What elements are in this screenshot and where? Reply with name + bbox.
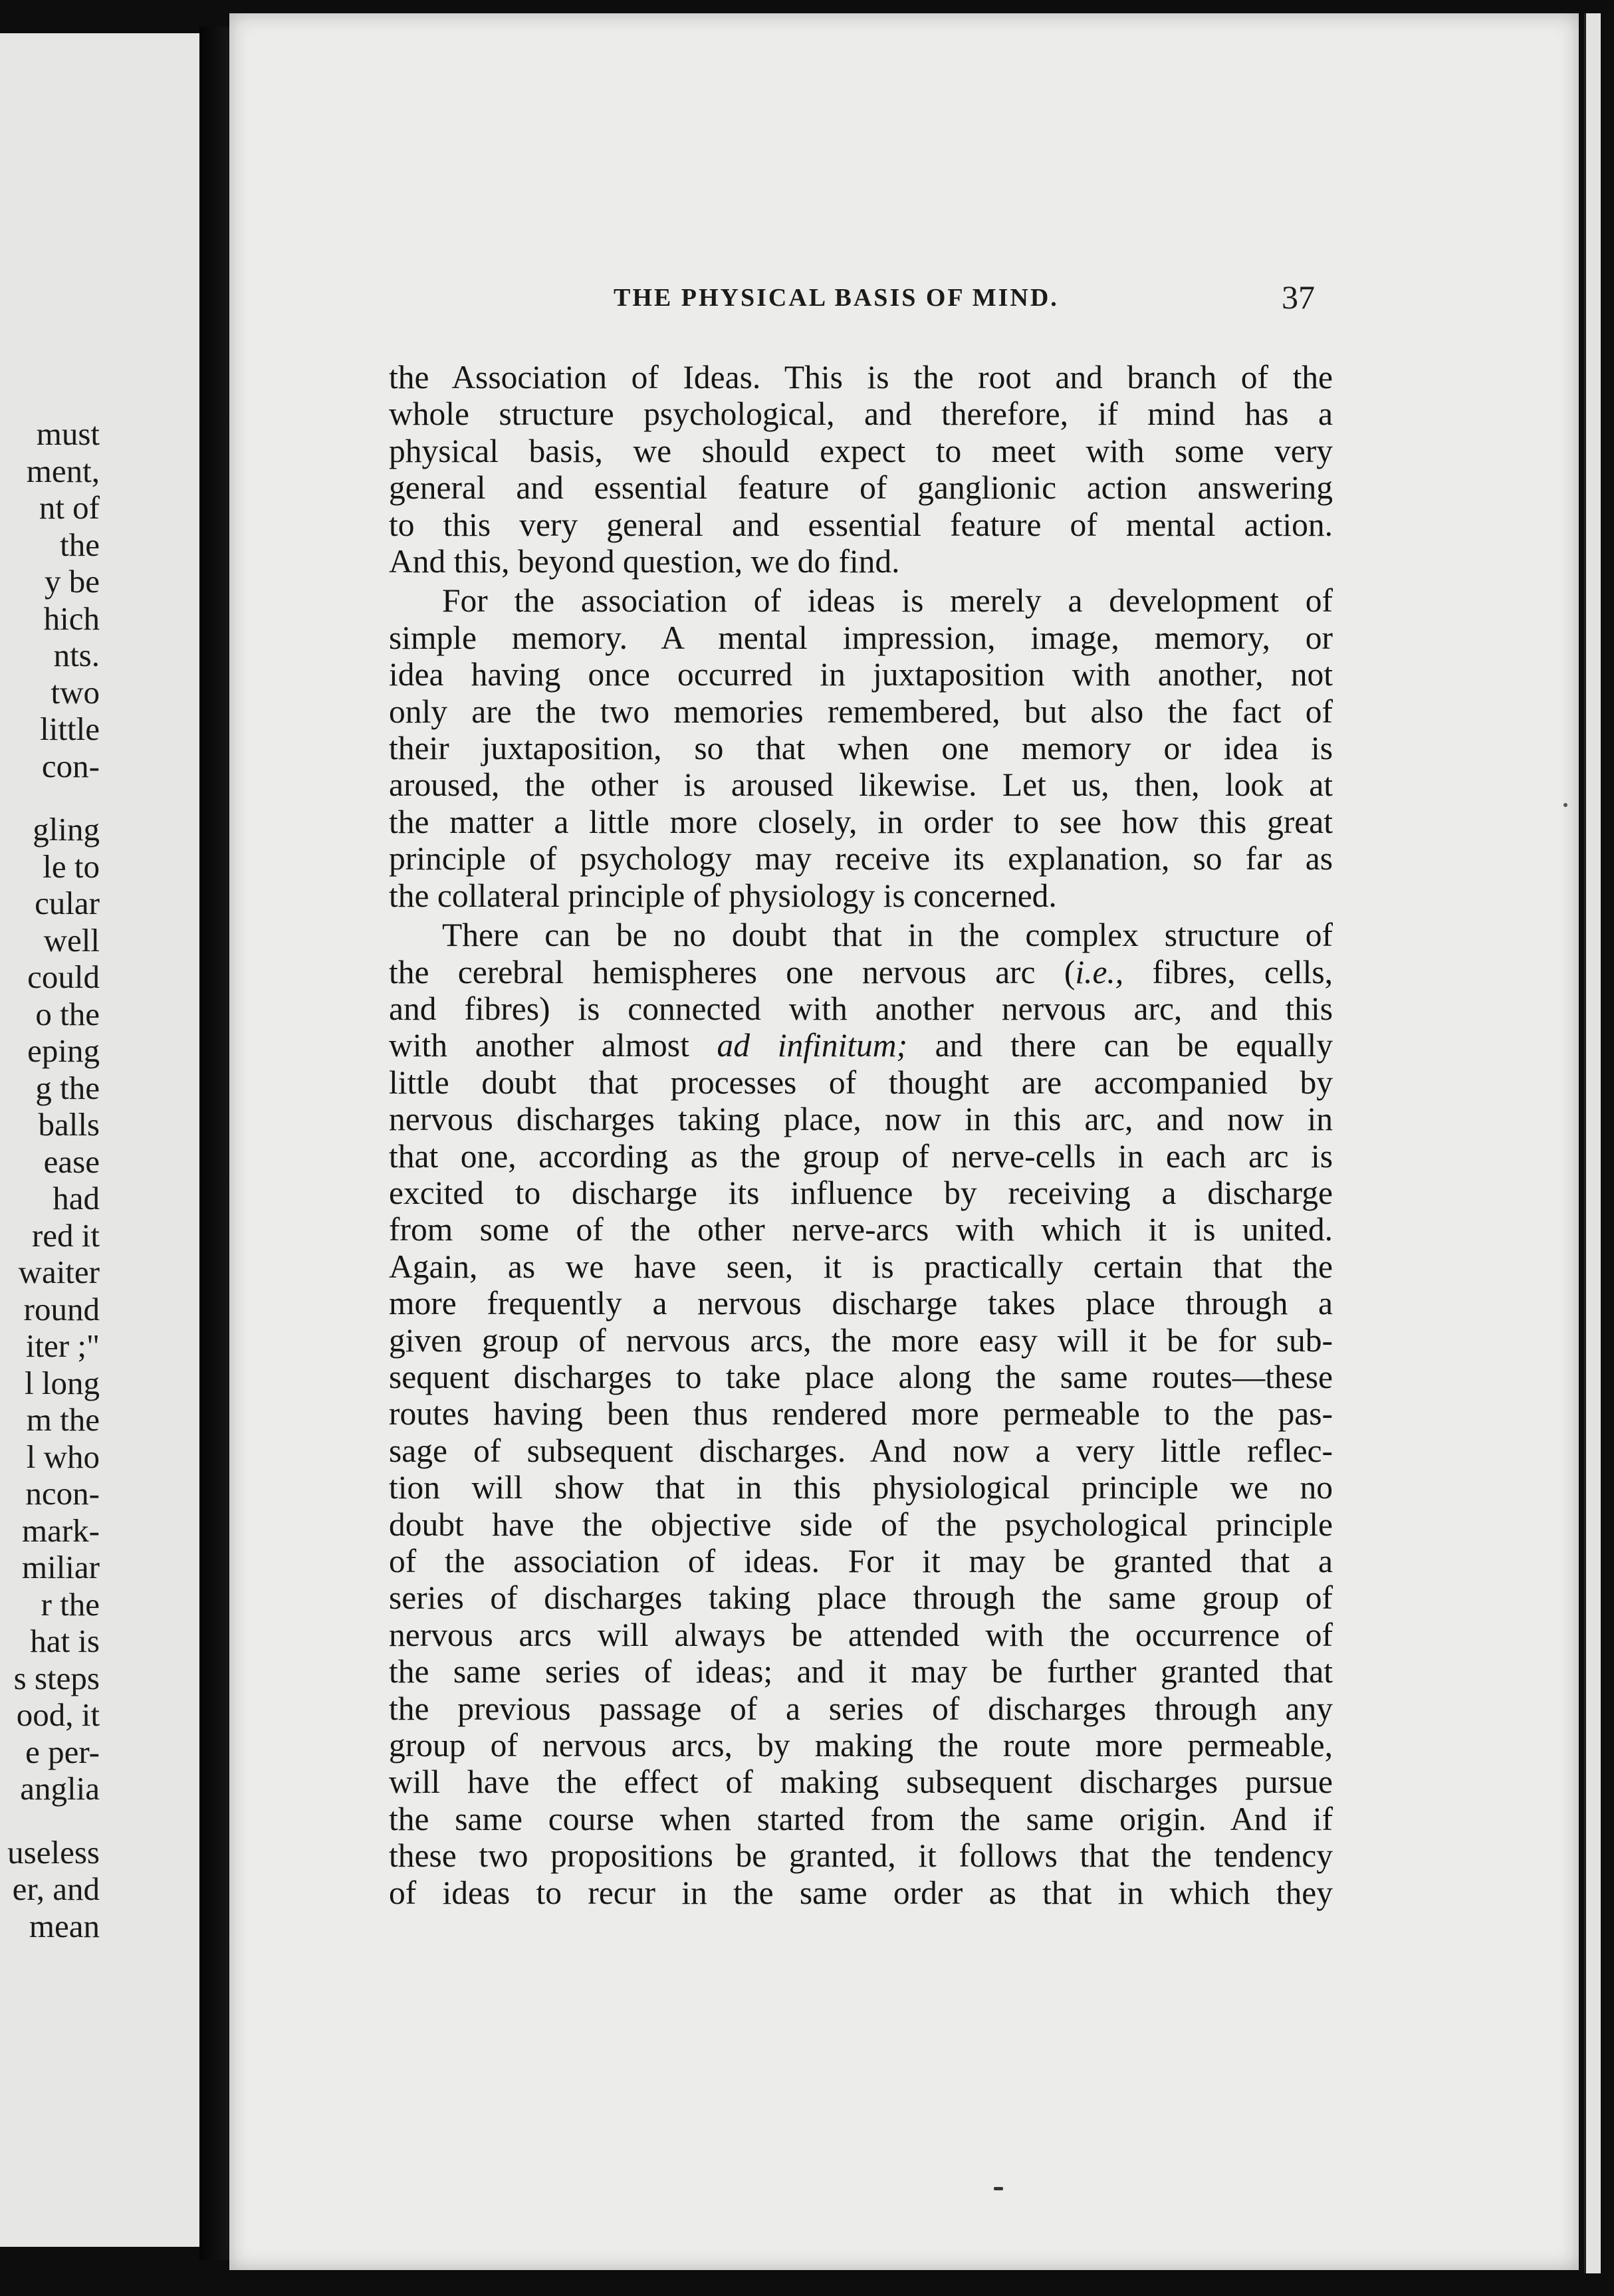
facing-page-line: con- xyxy=(41,747,100,784)
text-line: the cerebral hemispheres one nervous arc (i.e., fibres, cells, xyxy=(389,953,1333,990)
facing-page-line: red it xyxy=(31,1216,100,1254)
text-line: There can be no doubt that in the complex structure of xyxy=(442,917,1333,954)
facing-page-line: balls xyxy=(38,1106,100,1143)
facing-page-line: g the xyxy=(35,1069,100,1106)
facing-page-line: s steps xyxy=(13,1659,100,1696)
text-line: excited to discharge its influence by receiving a discharge xyxy=(389,1174,1333,1211)
facing-page-line: could xyxy=(27,959,100,995)
text-line: aroused, the other is aroused likewise. Let us, then, look at xyxy=(389,766,1333,804)
text-line: more frequently a nervous discharge takes place through a xyxy=(389,1285,1333,1322)
text-line: sequent discharges to take place along the same routes—these xyxy=(389,1358,1333,1395)
facing-page-line: ease xyxy=(43,1143,100,1180)
text-line: routes having been thus rendered more permeable to the pas- xyxy=(389,1395,1333,1433)
facing-page-line: two xyxy=(51,673,100,711)
scan-speck xyxy=(994,2187,1003,2190)
facing-page-line: anglia xyxy=(20,1770,100,1807)
facing-page-line: mark- xyxy=(22,1512,100,1549)
text-line: the previous passage of a series of discharges through any xyxy=(389,1690,1333,1727)
text-line: from some of the other nerve-arcs with which it is united. xyxy=(389,1211,1333,1248)
text-line: the same series of ideas; and it may be further granted that xyxy=(389,1653,1333,1690)
facing-page-line: o the xyxy=(35,995,100,1032)
facing-page-line: er, and xyxy=(12,1871,100,1907)
facing-page-line: waiter xyxy=(18,1254,100,1290)
text-line: whole structure psychological, and therefore, if mind has a xyxy=(389,396,1333,433)
text-line: of the association of ideas. For it may be granted that a xyxy=(389,1543,1333,1579)
text-line: of ideas to recur in the same order as that in which they xyxy=(389,1874,1333,1911)
text-line: physical basis, we should expect to meet with some very xyxy=(389,432,1333,469)
facing-page-line: nt of xyxy=(39,489,100,526)
facing-page-line: l who xyxy=(26,1438,100,1475)
facing-page-text xyxy=(0,415,100,1944)
italic-phrase: i.e., xyxy=(1075,953,1124,990)
text-line: to this very general and essential feature of mental action. xyxy=(389,506,1333,543)
facing-page-line: hat is xyxy=(30,1623,100,1659)
facing-page-line: round xyxy=(23,1290,100,1327)
text-line: with another almost ad infinitum; and there can be equally xyxy=(389,1027,1333,1064)
facing-page-line: le to xyxy=(43,848,100,885)
facing-page-line: useless xyxy=(7,1833,100,1871)
text-line: little doubt that processes of thought are accompanied by xyxy=(389,1064,1333,1101)
facing-page-line: m the xyxy=(26,1401,100,1438)
facing-page-line: cular xyxy=(35,885,100,921)
facing-page-line: mean xyxy=(29,1907,100,1944)
facing-page-line: had xyxy=(53,1180,100,1216)
facing-page-line: hich xyxy=(43,600,100,637)
text-line: And this, beyond question, we do find. xyxy=(389,543,900,580)
facing-page-left xyxy=(0,33,203,2247)
facing-page-line: well xyxy=(43,921,100,959)
text-line: tion will show that in this physiological principle we no xyxy=(389,1469,1333,1506)
text-line: their juxtaposition, so that when one memory or idea is xyxy=(389,730,1333,767)
page-edge xyxy=(1584,13,1601,2273)
text-line: the Association of Ideas. This is the root and branch of the xyxy=(389,359,1333,396)
facing-page-line: little xyxy=(40,711,100,747)
facing-page-line: ood, it xyxy=(16,1696,100,1733)
text-line: principle of psychology may receive its explanation, so far as xyxy=(389,840,1333,877)
text-line: the matter a little more closely, in order to see how this great xyxy=(389,803,1333,840)
text-line: these two propositions be granted, it follows that the tendency xyxy=(389,1837,1333,1875)
text-line: sage of subsequent discharges. And now a very little reflec- xyxy=(389,1432,1333,1469)
paragraph-2 xyxy=(389,582,1333,914)
italic-phrase: ad infinitum; xyxy=(717,1027,907,1064)
text-line: general and essential feature of ganglionic action answering xyxy=(389,469,1333,507)
text-line: the same course when started from the same origin. And if xyxy=(389,1800,1333,1837)
facing-page-line: nts. xyxy=(53,637,100,673)
text-line: nervous arcs will always be attended with the occurrence of xyxy=(389,1616,1333,1653)
facing-page-line: l long xyxy=(25,1364,100,1401)
facing-page-line: ncon- xyxy=(25,1475,100,1512)
paragraph-3 xyxy=(389,917,1333,1911)
text-line: nervous discharges taking place, now in this arc, and now in xyxy=(389,1101,1333,1138)
text-line: that one, according as the group of nerve-cells in each arc is xyxy=(389,1137,1333,1175)
text-line: group of nervous arcs, by making the route more permeable, xyxy=(389,1727,1333,1764)
facing-page-line: eping xyxy=(27,1032,100,1069)
facing-page-line: iter ;" xyxy=(25,1327,100,1364)
text-line: and fibres) is connected with another nervous arc, and this xyxy=(389,990,1333,1027)
body-text xyxy=(389,359,1333,1911)
facing-page-line: ment, xyxy=(26,452,100,489)
facing-page-line: r the xyxy=(41,1585,100,1623)
text-line: series of discharges taking place through the same group of xyxy=(389,1579,1333,1617)
facing-page-line: y be xyxy=(45,563,100,600)
text-line: idea having once occurred in juxtaposition with another, not xyxy=(389,656,1333,693)
facing-page-line: e per- xyxy=(25,1733,100,1770)
text-line: doubt have the objective side of the psychological principle xyxy=(389,1506,1333,1543)
facing-page-line: must xyxy=(36,415,100,452)
page-number: 37 xyxy=(1282,279,1315,316)
text-line: the collateral principle of physiology is concerned. xyxy=(389,877,1057,914)
facing-page-line: gling xyxy=(33,811,100,848)
paragraph-1 xyxy=(389,359,1333,580)
facing-page-line: the xyxy=(60,526,100,563)
text-line: simple memory. A mental impression, image, memory, or xyxy=(389,619,1333,656)
text-line: For the association of ideas is merely a development of xyxy=(442,582,1333,620)
text-line: Again, as we have seen, it is practically certain that the xyxy=(389,1248,1333,1285)
running-head xyxy=(388,278,1331,318)
text-line: only are the two memories remembered, but also the fact of xyxy=(389,693,1333,730)
scan-speck xyxy=(1563,803,1567,807)
facing-page-line: miliar xyxy=(21,1549,100,1585)
text-line: will have the effect of making subsequent discharges pursue xyxy=(389,1764,1333,1801)
running-title: THE PHYSICAL BASIS OF MIND. xyxy=(614,284,1059,312)
text-line: given group of nervous arcs, the more easy will it be for sub- xyxy=(389,1321,1333,1359)
